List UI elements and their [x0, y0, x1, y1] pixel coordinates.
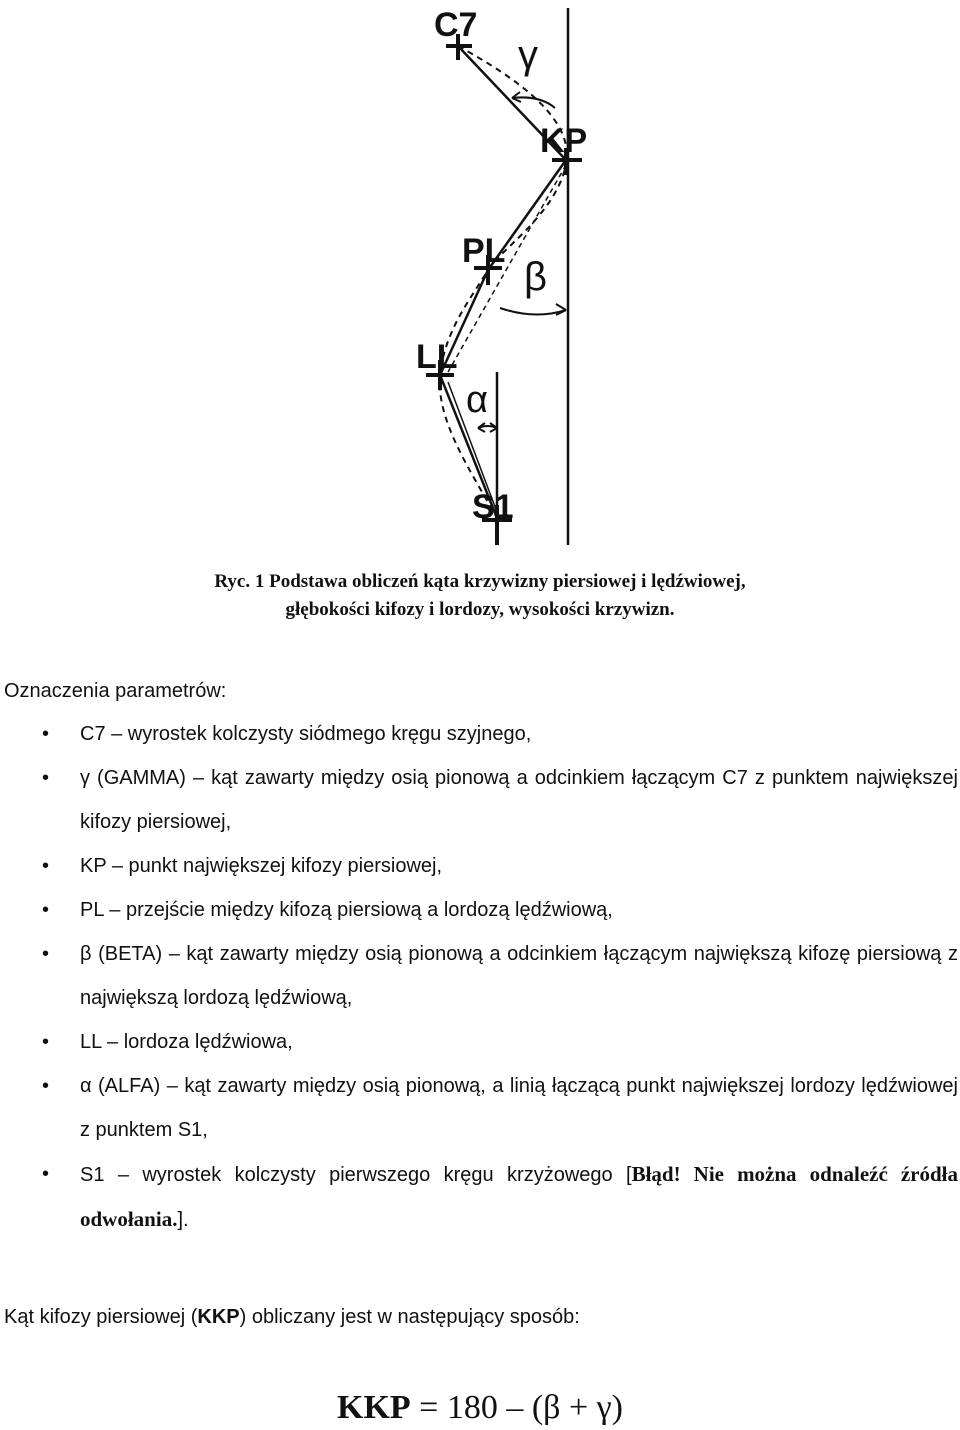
gamma-arc [512, 97, 555, 108]
bullet-icon: • [42, 1075, 50, 1097]
list-item-beta [0, 932, 960, 1020]
list-item-kp [0, 844, 960, 888]
label-s1: S1 [472, 488, 514, 526]
list-item-end: ]. [177, 1209, 189, 1231]
label-ll: LL [416, 338, 458, 376]
list-item-pl [0, 888, 960, 932]
label-c7: C7 [434, 6, 478, 44]
bullet-icon: • [42, 767, 50, 789]
list-item-ll [0, 1020, 960, 1064]
formula-rhs: = 180 – (β + γ) [410, 1389, 623, 1426]
caption-line-1: Ryc. 1 Podstawa obliczeń kąta krzywizny piersiowej i lędźwiowej, [214, 571, 746, 592]
formula-lhs: KKP [337, 1389, 411, 1426]
beta-arc [500, 308, 566, 315]
list-item-c7 [0, 712, 960, 756]
list-item-text: KP – punkt największej kifozy piersiowej, [80, 855, 443, 877]
bullet-icon: • [42, 723, 50, 745]
list-item-text: PL – przejście między kifozą piersiową a lordozą lędźwiową, [80, 899, 613, 921]
label-pl: PL [462, 232, 506, 270]
label-kp: KP [540, 122, 588, 160]
list-item-alpha [0, 1064, 960, 1152]
list-item-text: C7 – wyrostek kolczysty siódmego kręgu szyjnego, [80, 723, 532, 745]
bullet-icon: • [42, 1031, 50, 1053]
spine-curve-dashed [440, 46, 567, 518]
bullet-icon: • [42, 855, 50, 877]
kkp-formula [0, 1386, 960, 1430]
parameter-list [0, 712, 960, 1242]
bullet-icon: • [42, 943, 50, 965]
spine-curvature-diagram [0, 0, 960, 560]
beta-arc-head [556, 304, 566, 315]
figure-caption [0, 568, 960, 624]
label-alpha: α [466, 379, 488, 421]
list-item-text: α (ALFA) – kąt zawarty między osią pionową, a linią łączącą punkt największej lordozy lędźwiowej z punktem S1, [80, 1075, 958, 1141]
kkp-sentence-before: Kąt kifozy piersiowej ( [4, 1306, 198, 1328]
bullet-icon: • [42, 899, 50, 921]
kkp-sentence-bold: KKP [197, 1306, 240, 1328]
legend-heading: Oznaczenia parametrów: [4, 680, 227, 702]
reference-error-text: Błąd! Nie można odnaleźć źródła odwołania. [80, 1162, 959, 1231]
bullet-icon: • [42, 1163, 50, 1185]
kkp-sentence-after: ) obliczany jest w następujący sposób: [239, 1306, 580, 1328]
label-gamma: γ [518, 33, 538, 77]
kkp-sentence [4, 1303, 580, 1331]
list-item-s1 [0, 1152, 960, 1242]
label-beta: β [524, 255, 548, 299]
list-item-text: S1 – wyrostek kolczysty pierwszego kręgu krzyżowego [ [80, 1164, 632, 1186]
caption-line-2: głębokości kifozy i lordozy, wysokości krzywizn. [285, 599, 675, 620]
list-item-gamma [0, 756, 960, 844]
list-item-text: γ (GAMMA) – kąt zawarty między osią pionową a odcinkiem łączącym C7 z punktem największej kifozy piersiowej, [80, 767, 958, 833]
list-item-text: β (BETA) – kąt zawarty między osią pionową a odcinkiem łączącym największą kifozę piersiową z największą lordozą lędźwiową, [80, 943, 958, 1009]
list-item-text: LL – lordoza lędźwiowa, [80, 1031, 293, 1053]
